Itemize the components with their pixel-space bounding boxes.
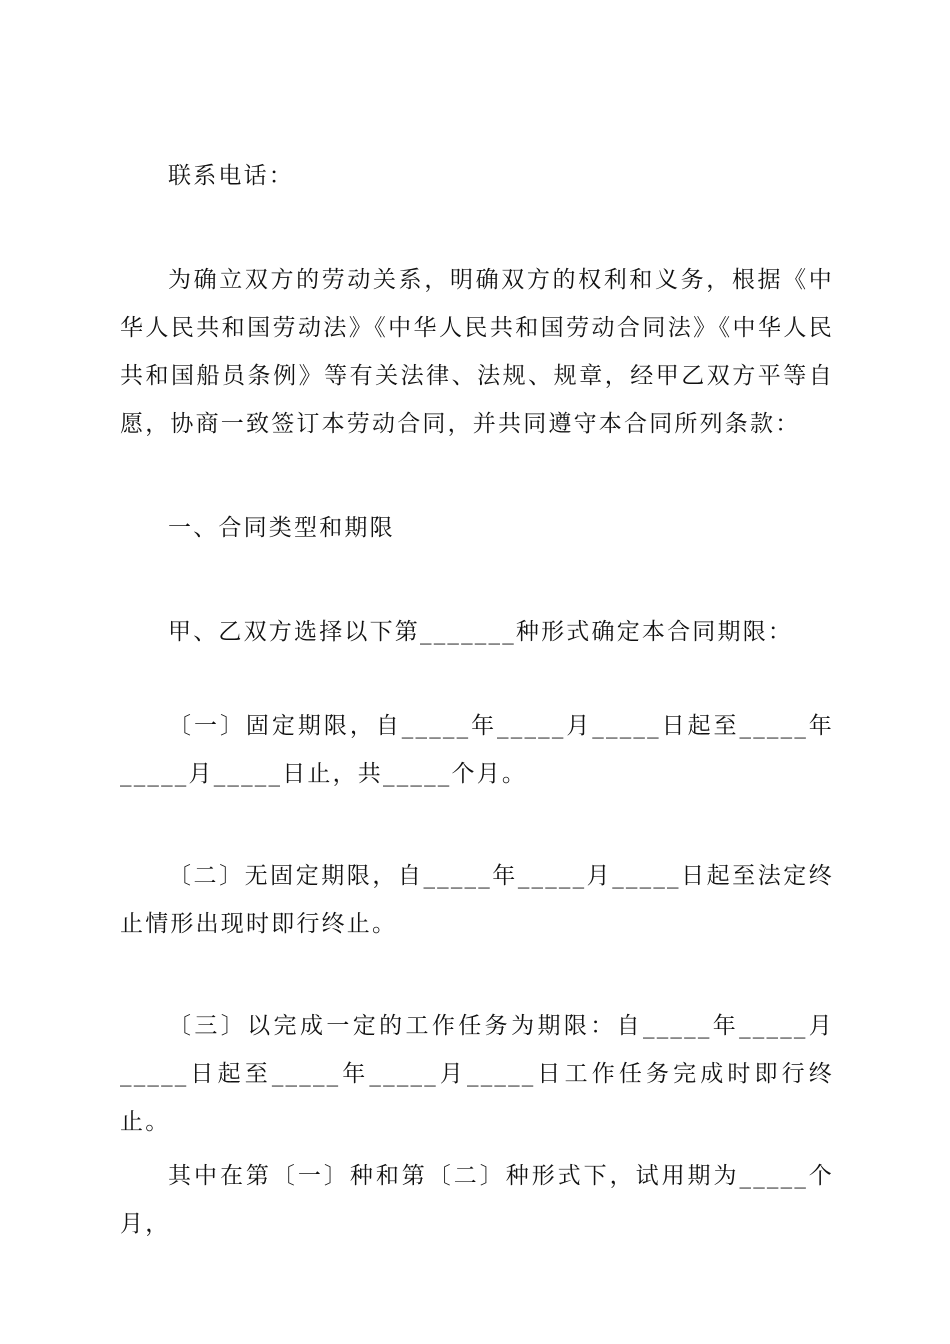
option-2-paragraph: 〔二〕无固定期限，自_____年_____月_____日起至法定终止情形出现时即行终止。 [120,863,834,937]
option-1-paragraph: 〔一〕固定期限，自_____年_____月_____日起至_____年_____月_____日止，共_____个月。 [120,713,834,787]
section-1-title: 一、合同类型和期限 [168,515,395,541]
option-3-paragraph: 〔三〕以完成一定的工作任务为期限：自_____年_____月_____日起至_____年_____月_____日工作任务完成时即行终止。 [120,1013,834,1135]
trial-period-paragraph: 其中在第〔一〕种和第〔二〕种形式下，试用期为_____个月， [120,1163,834,1237]
contact-phone-line: 联系电话： [168,163,294,189]
choose-form-paragraph: 甲、乙双方选择以下第_______种形式确定本合同期限： [168,619,794,645]
intro-paragraph: 为确立双方的劳动关系，明确双方的权利和义务，根据《中华人民共和国劳动法》《中华人民共和国劳动合同法》《中华人民共和国船员条例》等有关法律、法规、规章，经甲乙双方平等自愿，协商一致签订本劳动合同，并共同遵守本合同所列条款： [120,267,834,437]
document-page [120,0,834,1344]
